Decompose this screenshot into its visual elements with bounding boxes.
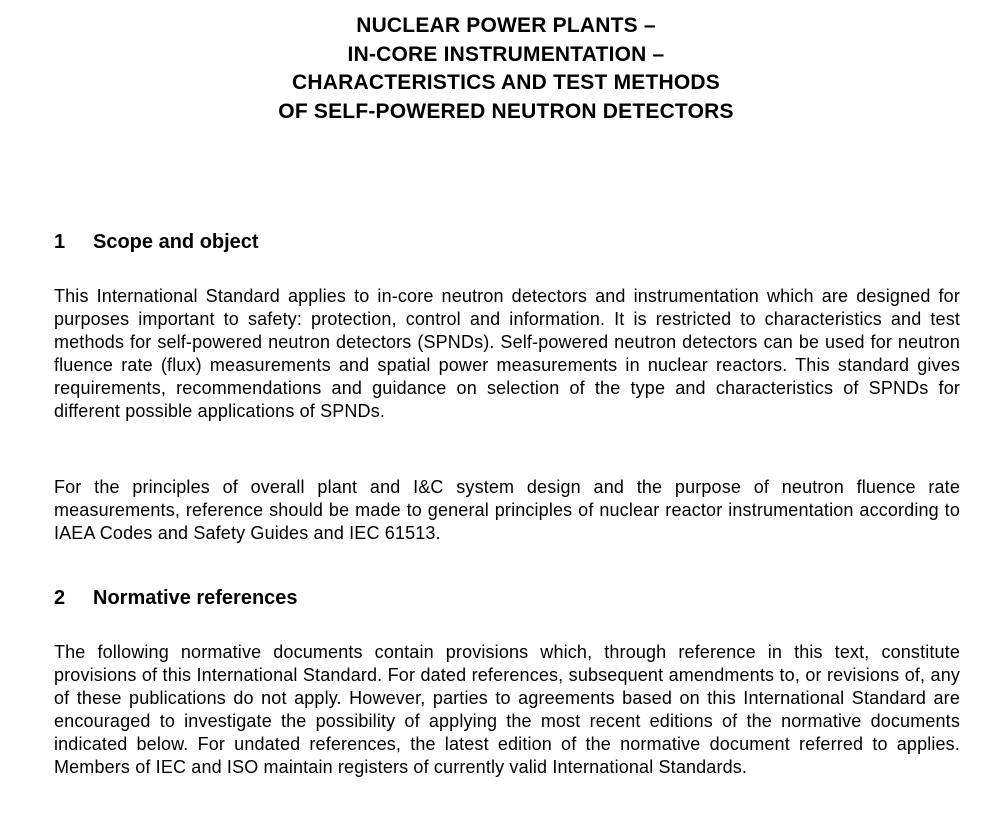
paragraph: The following normative documents contain provisions which, through reference in this text, constitute provisions of this International Standard. For dated references, subsequent amendments to, or revisions of, any of these publications do not apply. However, parties to agreements based on this International Standard are encouraged to investigate the possibility of applying the most recent editions of the normative documents indicated below. For undated references, the latest edition of the normative document referred to applies. Members of IEC and ISO maintain registers of currently valid International Standards.	[54, 642, 960, 778]
section-heading-normative-references	[54, 586, 298, 610]
section-title: Normative references	[93, 587, 298, 609]
title-line: NUCLEAR POWER PLANTS –	[356, 14, 656, 37]
title-line: IN-CORE INSTRUMENTATION –	[347, 42, 665, 66]
section-number: 2	[54, 587, 66, 609]
section-number: 1	[54, 231, 66, 253]
section-heading-scope	[54, 230, 259, 254]
title-line: OF SELF-POWERED NEUTRON DETECTORS	[278, 99, 734, 123]
paragraph: This International Standard applies to in-core neutron detectors and instrumentation which are designed for purposes important to safety: protection, control and information. It is restricted to characteristics and test methods for self-powered neutron detectors (SPNDs). Self-powered neutron detectors can be used for neutron fluence rate (flux) measurements and spatial power measurements in nuclear reactors. This standard gives requirements, recommendations and guidance on selection of the type and characteristics of SPNDs for different possible applications of SPNDs.	[54, 286, 960, 422]
document-title	[0, 12, 997, 126]
section-title: Scope and object	[93, 231, 259, 253]
title-line: CHARACTERISTICS AND TEST METHODS	[292, 71, 720, 94]
paragraph: For the principles of overall plant and I&C system design and the purpose of neutron fluence rate measurements, reference should be made to general principles of nuclear reactor instrumentation according to IAEA Codes and Safety Guides and IEC 61513.	[54, 477, 960, 544]
